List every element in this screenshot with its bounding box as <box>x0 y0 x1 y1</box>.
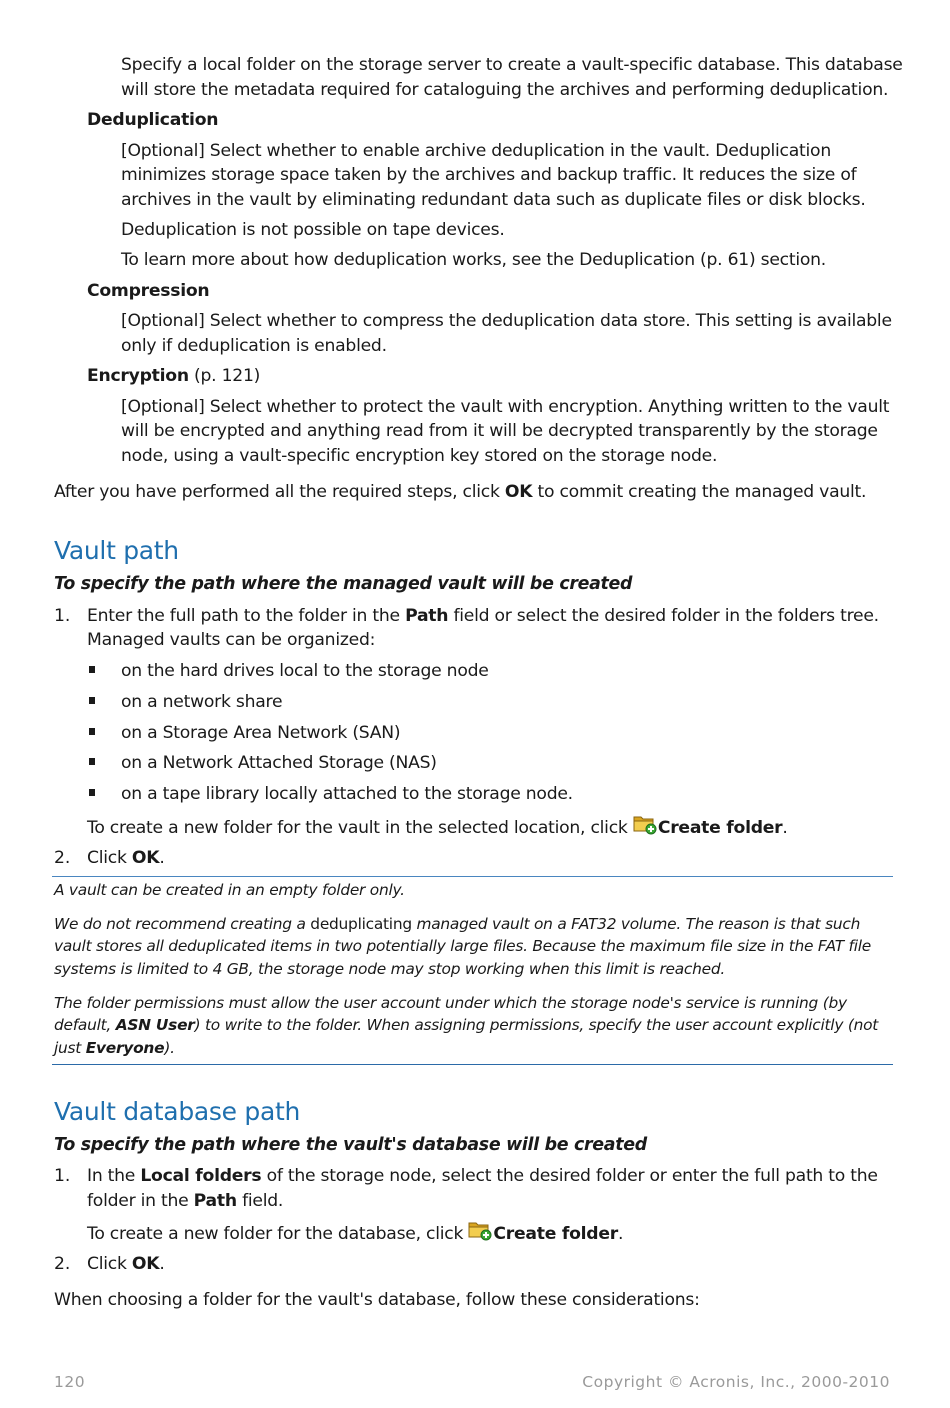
vault-path-step1-line1 <box>87 604 879 629</box>
encryption-p1-line3: node, using a vault-specific encryption key stored on the storage node. <box>121 446 718 466</box>
note-permissions-line1: The folder permissions must allow the user account under which the storage node's service is running (by <box>54 994 847 1012</box>
section-title-vault-path: Vault path <box>54 536 179 565</box>
paragraph-db-line2: will store the metadata required for cataloguing the archives and performing deduplication. <box>121 80 889 100</box>
vault-path-create-folder-line <box>87 816 788 841</box>
step-number: 2. <box>54 848 71 868</box>
list-item: on a tape library locally attached to the storage node. <box>121 784 573 804</box>
step-text: Click <box>87 848 132 868</box>
step-text: folder in the <box>87 1191 194 1211</box>
vault-db-create-folder-line <box>87 1222 623 1247</box>
vault-path-step2 <box>87 846 165 871</box>
note-divider-top <box>52 876 893 877</box>
step-text-end: field or select the desired folder in the folders tree. <box>448 606 879 626</box>
vault-db-closing-paragraph: When choosing a folder for the vault's database, follow these considerations: <box>54 1290 700 1310</box>
compression-p1-line2: only if deduplication is enabled. <box>121 336 387 356</box>
note-text-end: ). <box>164 1039 175 1057</box>
encryption-heading: Encryption <box>87 366 189 386</box>
note-text: default, <box>54 1016 116 1034</box>
ok-label: OK <box>131 1254 160 1274</box>
encryption-page-ref[interactable]: (p. 121) <box>188 366 261 386</box>
after-text: After you have performed all the required steps, click <box>54 482 505 502</box>
note-permissions-line2 <box>54 1014 878 1037</box>
dedup-p1-line1: [Optional] Select whether to enable archive deduplication in the vault. Deduplication <box>121 141 831 161</box>
bullet-marker <box>89 697 95 704</box>
bullet-marker <box>89 758 95 765</box>
note-fat32-line2: vault stores all deduplicated items in two potentially large files. Because the maximum file size in the FAT file <box>54 937 871 955</box>
step-text-end: of the storage node, select the desired folder or enter the full path to the <box>261 1166 878 1186</box>
bullet-marker <box>89 666 95 673</box>
note-text: We do not recommend creating a <box>54 915 311 933</box>
create-folder-label: Create folder <box>657 818 783 838</box>
local-folders-label: Local folders <box>140 1166 262 1186</box>
bullet-marker <box>89 728 95 735</box>
dedup-p3: To learn more about how deduplication works, see the Deduplication (p. 61) section. <box>121 250 826 270</box>
copyright-notice: Copyright © Acronis, Inc., 2000-2010 <box>582 1373 890 1391</box>
list-item: on a Storage Area Network (SAN) <box>121 723 401 743</box>
bullet-marker <box>89 789 95 796</box>
list-item: on the hard drives local to the storage node <box>121 661 489 681</box>
create-folder-label: Create folder <box>493 1224 618 1244</box>
create-folder-icon[interactable] <box>633 816 655 836</box>
procedure-heading-vault-path: To specify the path where the managed vault will be created <box>54 574 633 594</box>
path-field-label: Path <box>193 1191 237 1211</box>
list-item: on a network share <box>121 692 283 712</box>
step-text: In the <box>87 1166 141 1186</box>
section-title-vault-database-path: Vault database path <box>54 1097 301 1126</box>
step-text: Enter the full path to the folder in the <box>87 606 406 626</box>
create-folder-text-end: . <box>618 1224 624 1244</box>
step-number: 1. <box>54 1166 71 1186</box>
step-text-end: field. <box>236 1191 284 1211</box>
step-text-end: . <box>159 1254 165 1274</box>
step-number: 1. <box>54 606 71 626</box>
note-empty-folder: A vault can be created in an empty folder only. <box>54 881 405 899</box>
step-text-end: . <box>159 848 165 868</box>
path-field-label: Path <box>405 606 449 626</box>
vault-db-step1-line1 <box>87 1164 878 1189</box>
note-text-end: ) to write to the folder. When assigning permissions, specify the user account explicitly (not <box>194 1016 879 1034</box>
encryption-p1-line1: [Optional] Select whether to protect the vault with encryption. Anything written to the vault <box>121 397 890 417</box>
deduplication-heading: Deduplication <box>87 110 219 130</box>
list-item: on a Network Attached Storage (NAS) <box>121 753 437 773</box>
page-number: 120 <box>54 1373 86 1391</box>
compression-heading: Compression <box>87 281 210 301</box>
dedup-p1-line2: minimizes storage space taken by the archives and backup traffic. It reduces the size of <box>121 165 857 185</box>
paragraph-db-line1: Specify a local folder on the storage server to create a vault-specific database. This database <box>121 55 903 75</box>
create-folder-icon[interactable] <box>468 1222 490 1242</box>
note-account-name: ASN User <box>115 1016 195 1034</box>
create-folder-text-end: . <box>782 818 788 838</box>
after-ok-label: OK <box>504 482 533 502</box>
dedup-p1-line3: archives in the vault by eliminating redundant data such as duplicate files or disk blocks. <box>121 190 866 210</box>
note-text: just <box>54 1039 86 1057</box>
encryption-p1-line2: will be encrypted and anything read from it will be decrypted transparently by the storage <box>121 421 878 441</box>
note-term: deduplicating <box>310 915 412 933</box>
ok-label: OK <box>131 848 160 868</box>
vault-db-step2 <box>87 1252 165 1277</box>
compression-p1-line1: [Optional] Select whether to compress the deduplication data store. This setting is available <box>121 311 892 331</box>
create-folder-text: To create a new folder for the vault in the selected location, click <box>87 818 633 838</box>
note-text-end: managed vault on a FAT32 volume. The reason is that such <box>411 915 861 933</box>
step-text: Click <box>87 1254 132 1274</box>
vault-db-step1-line2 <box>87 1189 283 1214</box>
procedure-heading-vault-db-path: To specify the path where the vault's database will be created <box>54 1135 647 1155</box>
note-account-everyone: Everyone <box>85 1039 165 1057</box>
after-paragraph <box>54 480 866 505</box>
note-fat32-line1 <box>54 913 860 936</box>
step-number: 2. <box>54 1254 71 1274</box>
dedup-p2: Deduplication is not possible on tape devices. <box>121 220 505 240</box>
vault-path-step1-line2: Managed vaults can be organized: <box>87 630 376 650</box>
note-fat32-line3: systems is limited to 4 GB, the storage node may stop working when this limit is reached. <box>54 960 726 978</box>
note-divider-bottom <box>52 1064 893 1065</box>
encryption-heading-line <box>87 364 260 389</box>
create-folder-text: To create a new folder for the database, click <box>87 1224 469 1244</box>
after-text-end: to commit creating the managed vault. <box>532 482 867 502</box>
note-permissions-line3 <box>54 1037 175 1060</box>
